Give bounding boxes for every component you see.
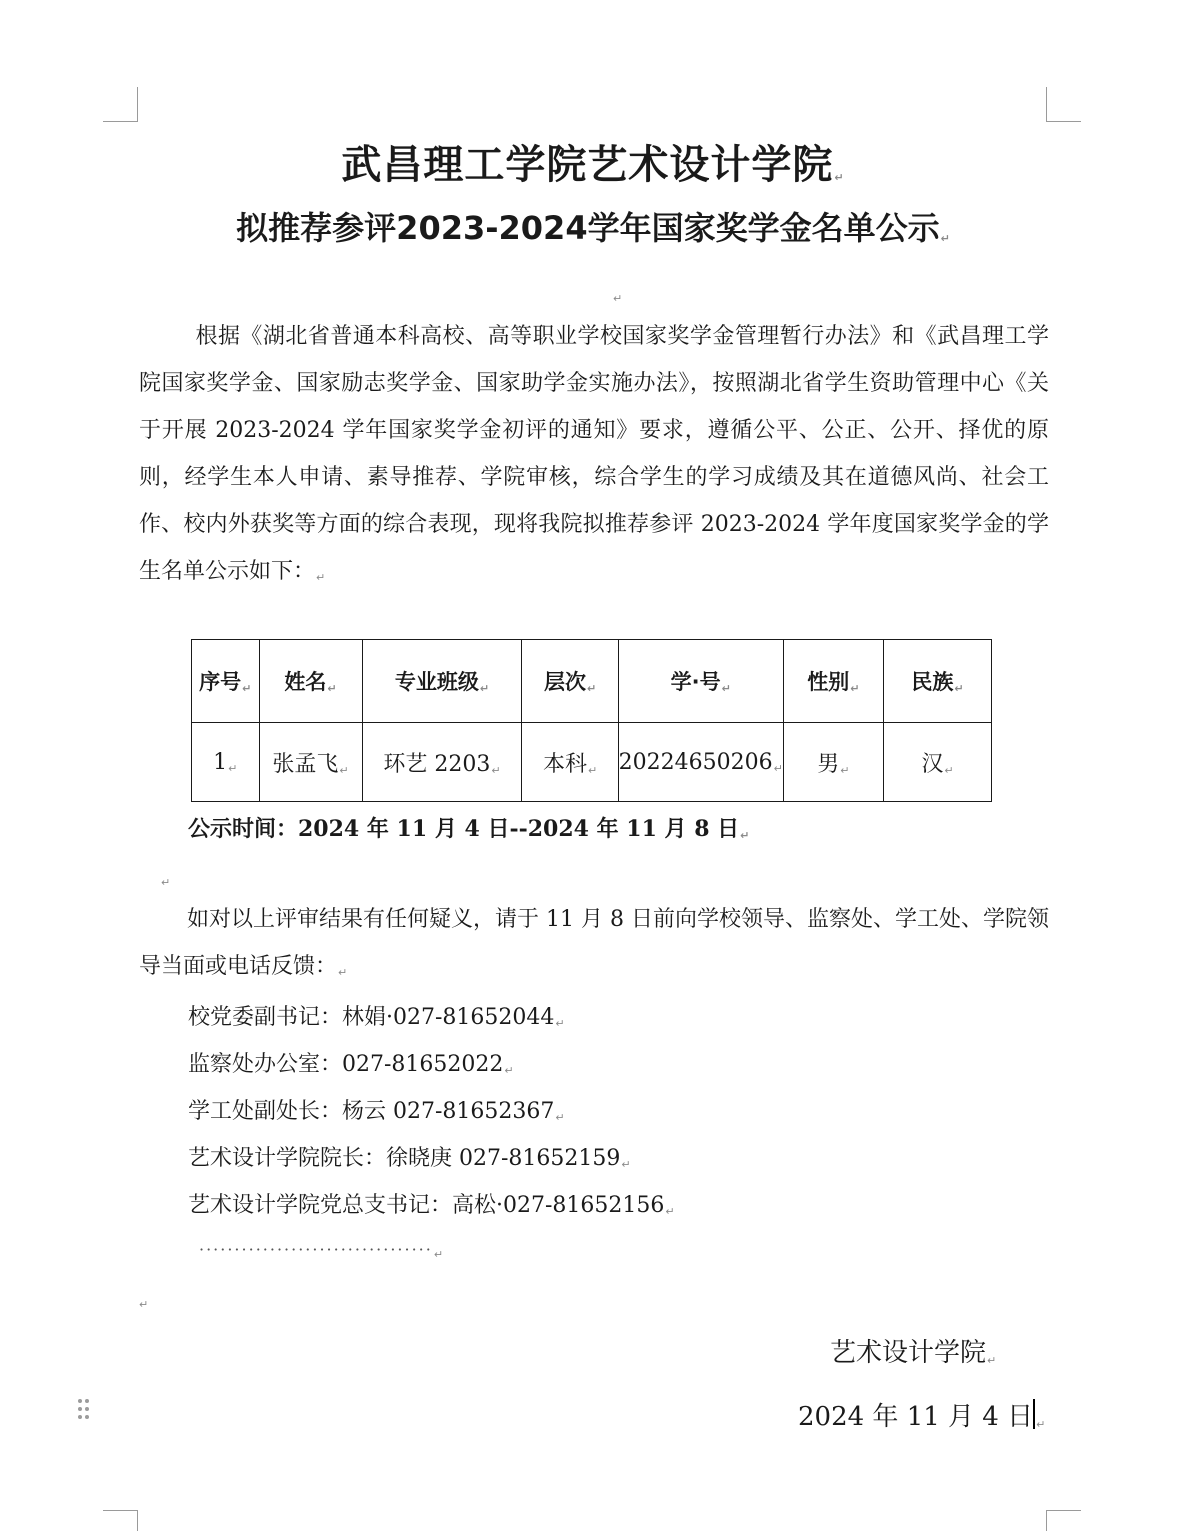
header-cell-major-class[interactable]: 专业班级 ↵ — [362, 640, 522, 723]
document-title[interactable] — [0, 133, 1186, 190]
contact-line[interactable]: 艺术设计学院党总支书记：高松·027-81652156 ↵ — [188, 1188, 675, 1219]
intro-text: 根据《湖北省普通本科高校、高等职业学校国家奖学金管理暂行办法》和《武昌理工学院国家奖学金、国家励志奖学金、国家助学金实施办法》，按照湖北省学生资助管理中心《关于开展 2023-2024 学年国家奖学金初评的通知》要求，遵循公平、公正、公开、择优的原则，经学生本人申请、素导推荐、学院审核，综合学生的学习成绩及其在道德风尚、社会工作、校内外获奖等方面的综合表现，现将我院拟推荐参评 2023-2024 学年度国家奖学金的学生名单公示如下： — [139, 324, 1049, 584]
intro-paragraph[interactable] — [139, 313, 1049, 601]
table-header-row — [192, 640, 992, 723]
paragraph-mark-icon — [316, 571, 325, 584]
paragraph-mark-icon — [613, 292, 622, 305]
table-cell[interactable]: 本科 ↵ — [522, 723, 618, 802]
document-subtitle-text: 拟推荐参评2023-2024学年国家奖学金名单公示 — [236, 209, 940, 247]
empty-paragraph[interactable] — [612, 284, 622, 305]
notice-period[interactable] — [188, 812, 749, 843]
crop-mark-top-left — [103, 87, 138, 122]
paragraph-mark-icon — [161, 876, 170, 889]
header-cell-student-id[interactable]: 学·号 ↵ — [618, 640, 783, 723]
table-cell[interactable]: 1 ↵ — [192, 723, 260, 802]
header-cell-name[interactable]: 姓名 ↵ — [259, 640, 362, 723]
signature-org[interactable]: 艺术设计学院 ↵ — [830, 1332, 996, 1369]
paragraph-mark-icon — [740, 829, 749, 842]
contact-line[interactable]: 学工处副处长：杨云 027-81652367 ↵ — [188, 1094, 565, 1125]
header-cell-gender[interactable]: 性别 ↵ — [783, 640, 883, 723]
table-cell[interactable]: 男 ↵ — [783, 723, 883, 802]
empty-paragraph[interactable] — [160, 868, 170, 889]
contact-line[interactable]: 艺术设计学院院长：徐晓庚 027-81652159 ↵ — [188, 1141, 631, 1172]
text-cursor — [1033, 1399, 1035, 1429]
paragraph-mark-icon — [941, 232, 950, 245]
feedback-text: 如对以上评审结果有任何疑义，请于 11 月 8 日前向学校领导、监察处、学工处、学院领导当面或电话反馈： — [139, 907, 1049, 979]
header-cell-ethnicity[interactable]: 民族 ↵ — [883, 640, 991, 723]
paragraph-mark-icon — [139, 1298, 148, 1311]
table-cell[interactable]: 环艺 2203 ↵ — [362, 723, 522, 802]
dotted-leader-line[interactable]: ································· ↵ — [199, 1240, 445, 1261]
document-subtitle[interactable] — [0, 203, 1186, 249]
table-cell[interactable]: 20224650206 ↵ — [618, 723, 783, 802]
paragraph-mark-icon — [338, 966, 347, 979]
contact-line[interactable]: 校党委副书记：林娟·027-81652044 ↵ — [188, 1000, 565, 1031]
empty-paragraph[interactable] — [138, 1290, 148, 1311]
table-cell[interactable]: 汉 ↵ — [883, 723, 991, 802]
crop-mark-bottom-left — [103, 1510, 138, 1531]
contact-line[interactable]: 监察处办公室：027-81652022 ↵ — [188, 1047, 514, 1078]
paragraph-mark-icon — [834, 171, 844, 184]
header-cell-level[interactable]: 层次 ↵ — [522, 640, 618, 723]
crop-mark-top-right — [1046, 87, 1081, 122]
drag-handle-icon[interactable] — [78, 1399, 92, 1423]
feedback-paragraph[interactable] — [139, 896, 1049, 996]
document-title-text: 武昌理工学院艺术设计学院 — [341, 142, 834, 188]
scholarship-nominee-table[interactable] — [191, 639, 992, 802]
crop-mark-bottom-right — [1046, 1510, 1081, 1531]
table-cell[interactable]: 张孟飞 ↵ — [259, 723, 362, 802]
notice-period-text: 公示时间：2024 年 11 月 4 日--2024 年 11 月 8 日 — [188, 816, 740, 842]
table-row — [192, 723, 992, 802]
signature-date[interactable]: 2024 年 11 月 4 日 ↵ — [798, 1396, 1045, 1433]
header-cell-index[interactable]: 序号 ↵ — [192, 640, 260, 723]
